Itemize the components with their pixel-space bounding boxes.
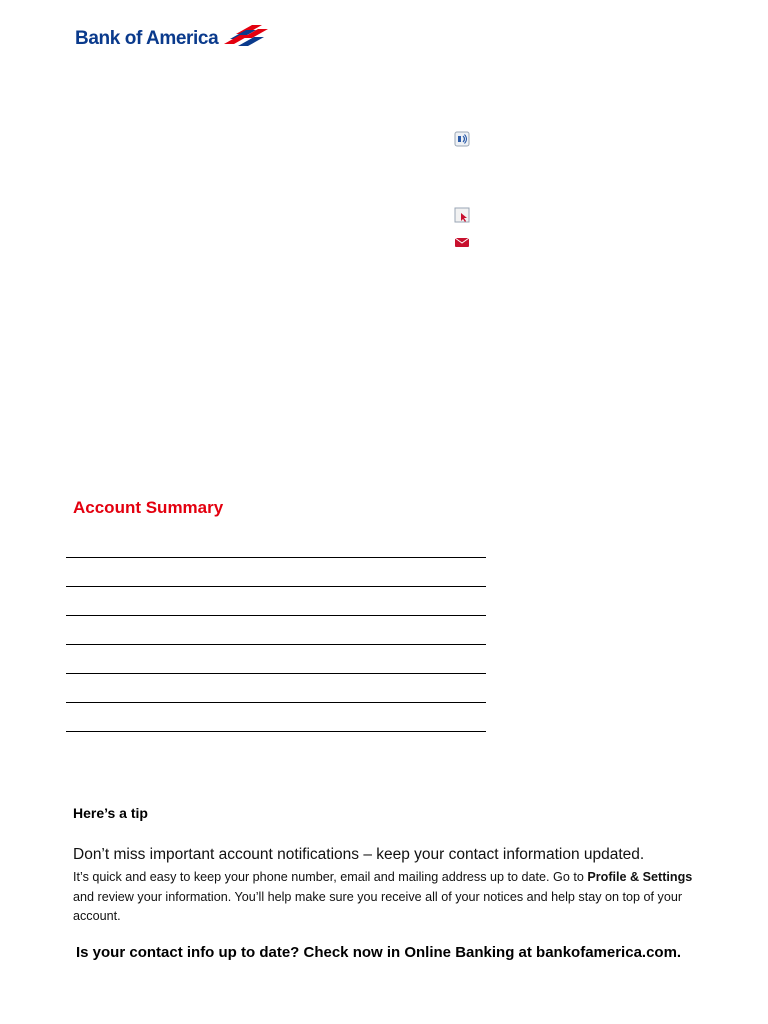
account-summary-table [66, 557, 486, 760]
summary-row-divider [66, 673, 486, 674]
tip-heading: Here’s a tip [73, 805, 148, 821]
logo-wordmark: Bank of America [75, 28, 219, 49]
bank-logo [75, 28, 268, 50]
speaker-icon[interactable] [454, 131, 470, 147]
summary-row-divider [66, 644, 486, 645]
summary-row-divider [66, 702, 486, 703]
cta-text: Is your contact info up to date? Check now in Online Banking at bankofamerica.com. [76, 944, 682, 961]
tip-lead-text: Don’t miss important account notifications – keep your contact information updated. [73, 846, 645, 863]
envelope-icon[interactable] [454, 234, 470, 250]
summary-row-divider [66, 615, 486, 616]
summary-row-divider [66, 557, 486, 558]
profile-settings-link[interactable]: Profile & Settings [587, 870, 693, 884]
flag-logo-icon [222, 24, 268, 48]
account-summary-title: Account Summary [73, 498, 224, 517]
summary-row-divider [66, 586, 486, 587]
tip-body-text [73, 868, 703, 927]
summary-row-divider [66, 731, 486, 732]
tip-body-part2: and review your information. You’ll help make sure you receive all of your notices and help stay on top of your account. [73, 889, 683, 923]
tip-body-part1: It’s quick and easy to keep your phone number, email and mailing address up to date. Go to [73, 870, 588, 884]
cursor-icon[interactable] [454, 207, 470, 223]
